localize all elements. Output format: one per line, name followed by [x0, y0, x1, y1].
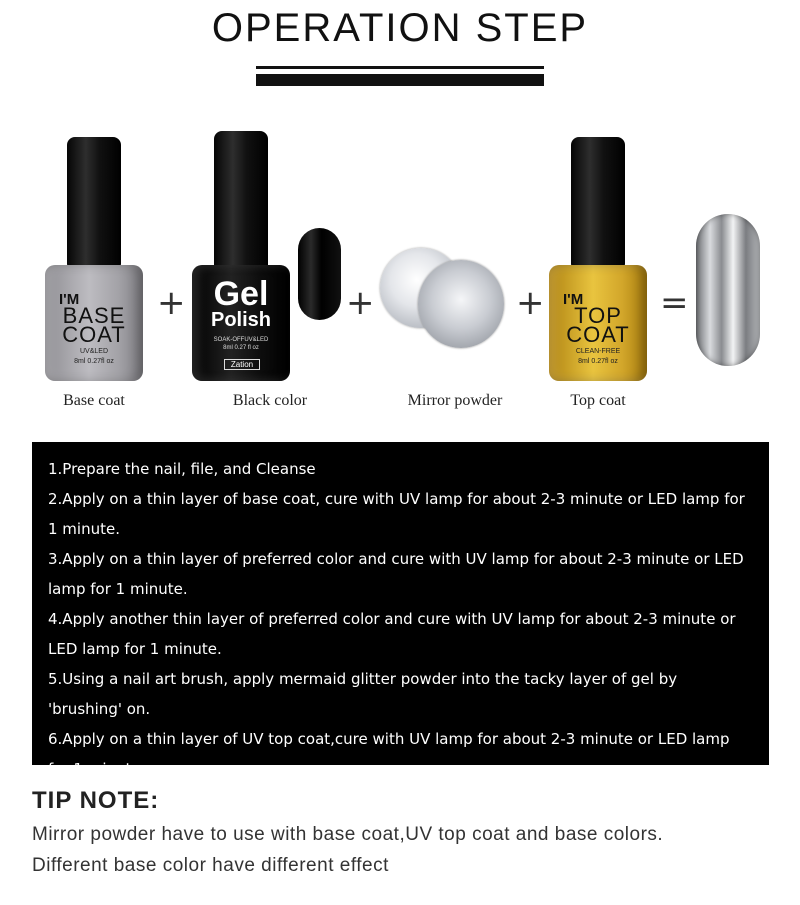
label-gel: Gel	[213, 275, 269, 313]
label-top: TOP	[574, 303, 622, 328]
plus-sign-2: +	[346, 283, 375, 323]
jar-base	[418, 260, 504, 348]
instruction-step-3: 3.Apply on a thin layer of preferred color and cure with UV lamp for about 2-3 minute or LED lamp for 1 minute.	[48, 550, 744, 598]
instruction-step-4: 4.Apply another thin layer of preferred color and cure with UV lamp for about 2-3 minute or LED lamp for 1 minute.	[48, 610, 736, 658]
instructions-list	[48, 454, 753, 784]
instruction-step-2: 2.Apply on a thin layer of base coat, cure with UV lamp for about 2-3 minute or LED lamp for 1 minute.	[48, 490, 745, 538]
label-volume: 8ml 0.27fl oz	[74, 358, 114, 365]
tip-note-line-2: Different base color have different effect	[32, 855, 389, 876]
label-im: I'M	[59, 291, 80, 308]
bottle-body	[549, 265, 647, 381]
title-divider-thick	[256, 74, 544, 86]
label-coat: COAT	[62, 322, 126, 347]
bottle-cap	[214, 131, 268, 269]
bottle-body	[45, 265, 143, 381]
page-title: OPERATION STEP	[211, 6, 589, 50]
black-nail-swatch	[298, 228, 341, 320]
label-polish: Polish	[210, 309, 271, 331]
instruction-step-5: 5.Using a nail art brush, apply mermaid glitter powder into the tacky layer of gel by 'brushing' on.	[48, 670, 678, 718]
caption-base-coat: Base coat	[63, 392, 125, 409]
label-soak-off: SOAK-OFFUV&LED	[213, 337, 269, 343]
label-clean-free: CLEAN-FREE	[575, 348, 621, 355]
caption-mirror-powder: Mirror powder	[407, 392, 503, 409]
label-coat: COAT	[566, 322, 630, 347]
tip-note-line-1: Mirror powder have to use with base coat,UV top coat and base colors.	[32, 824, 664, 845]
bottle-body	[192, 265, 290, 381]
label-im: I'M	[563, 291, 584, 308]
plus-sign-3: +	[516, 283, 545, 323]
base-coat-bottle	[45, 137, 143, 385]
caption-top-coat: Top coat	[570, 392, 626, 409]
instruction-step-1: 1.Prepare the nail, file, and Cleanse	[48, 460, 316, 478]
mirror-powder-jar	[380, 240, 506, 350]
chrome-nail-swatch	[696, 214, 760, 366]
equals-sign: =	[660, 283, 689, 323]
title-divider-thin	[256, 66, 544, 69]
label-volume: 8ml 0.27 fl oz	[223, 345, 259, 351]
plus-sign-1: +	[157, 283, 186, 323]
top-coat-bottle	[549, 137, 647, 385]
bottle-cap	[67, 137, 121, 267]
bottle-cap	[571, 137, 625, 267]
tip-note-title: TIP NOTE:	[32, 787, 160, 814]
label-volume: 8ml 0.27fl oz	[578, 358, 618, 365]
label-brand: Zation	[224, 359, 260, 370]
label-uvled: UV&LED	[79, 348, 108, 355]
instruction-step-6: 6.Apply on a thin layer of UV top coat,cure with UV lamp for about 2-3 minute or LED lamp for 1 minute.	[48, 730, 730, 778]
label-base: BASE	[62, 303, 126, 328]
instructions-panel	[32, 442, 769, 778]
black-gel-bottle	[192, 131, 290, 385]
caption-black-color: Black color	[232, 392, 308, 409]
